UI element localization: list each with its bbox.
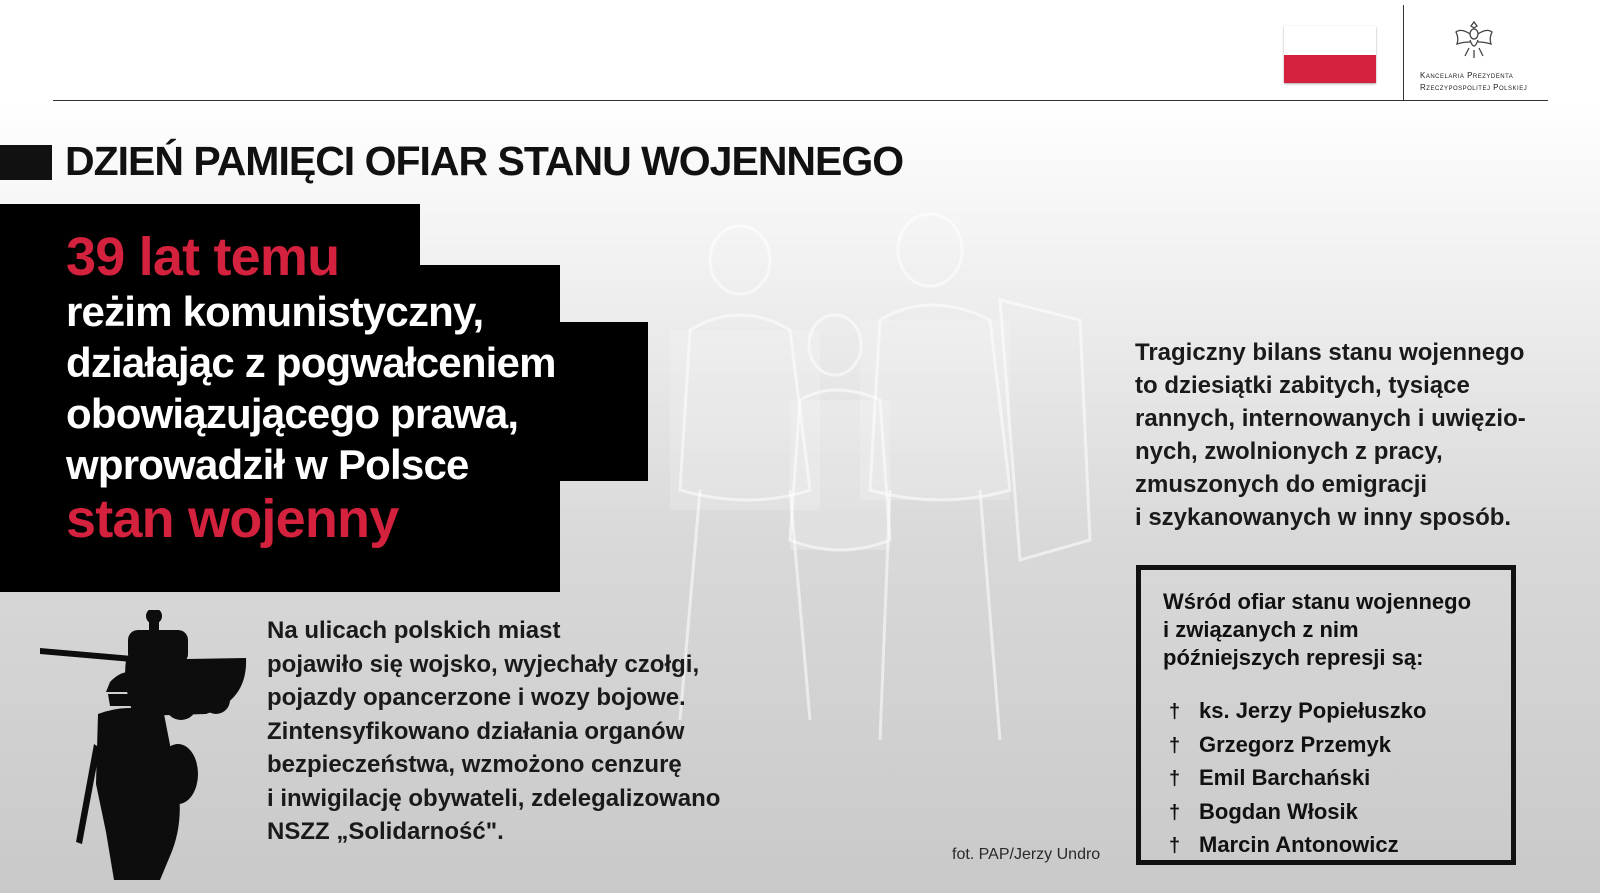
streets-paragraph — [267, 614, 767, 849]
page-title: DZIEŃ PAMIĘCI OFIAR STANU WOJENNEGO — [65, 138, 904, 184]
victims-box — [1136, 565, 1516, 865]
list-item — [1169, 762, 1426, 796]
list-item — [1169, 829, 1426, 863]
list-item — [1169, 695, 1426, 729]
streets-line-1: Na ulicach polskich miast — [267, 617, 561, 644]
streets-line-2: pojawiło się wojsko, wyjechały czołgi, — [267, 650, 700, 678]
cross-icon: † — [1169, 768, 1181, 790]
victims-heading — [1163, 588, 1471, 672]
hero-line-3: obowiązującego prawa, — [66, 390, 519, 437]
hero-line-4: wprowadził w Polsce — [66, 441, 469, 488]
victims-list — [1169, 695, 1426, 863]
victims-heading-line-3: późniejszych represji są: — [1163, 645, 1424, 670]
streets-line-3: pojazdy opancerzone i wozy bojowe. — [267, 684, 686, 711]
cross-icon: † — [1169, 835, 1181, 857]
toll-line-3: rannych, internowanych i uwięzio- — [1135, 405, 1526, 432]
victim-name: ks. Jerzy Popiełuszko — [1199, 698, 1427, 723]
hero-text — [66, 228, 556, 548]
toll-line-2: to dziesiątki zabitych, tysiące — [1135, 372, 1470, 399]
toll-line-5: zmuszonych do emigracji — [1135, 471, 1428, 498]
streets-line-4: Zintensyfikowano działania organów — [267, 717, 685, 745]
photo-credit: fot. PAP/Jerzy Undro — [952, 846, 1101, 863]
victims-heading-line-1: Wśród ofiar stanu wojennego — [1163, 589, 1472, 614]
victim-name: Bogdan Włosik — [1199, 798, 1358, 824]
victim-name: Marcin Antonowicz — [1199, 832, 1399, 857]
cross-icon: † — [1169, 801, 1181, 824]
streets-line-7: NSZZ „Solidarność". — [267, 818, 504, 845]
list-item — [1169, 796, 1426, 830]
toll-line-1: Tragiczny bilans stanu wojennego — [1135, 339, 1525, 366]
hero-line-1: reżim komunistyczny, — [66, 288, 484, 335]
victim-name: Grzegorz Przemyk — [1199, 731, 1391, 757]
toll-paragraph — [1135, 336, 1565, 534]
cross-icon: † — [1169, 701, 1181, 723]
streets-line-6: i inwigilację obywateli, zdelegalizowano — [267, 784, 721, 812]
list-item — [1169, 729, 1426, 763]
victim-name: Emil Barchański — [1199, 765, 1371, 790]
soldier-tank-silhouette-icon — [36, 610, 256, 880]
toll-line-4: nych, zwolnionych z pracy, — [1135, 438, 1443, 465]
hero-block-right — [560, 322, 648, 481]
streets-line-5: bezpieczeństwa, wzmożono cenzurę — [267, 751, 682, 778]
header-divider-line — [53, 100, 1548, 101]
hero-highlight-bottom: stan wojenny — [66, 489, 399, 549]
office-name — [1420, 70, 1550, 94]
hero-line-2: działając z pogwałceniem — [66, 339, 556, 386]
hero-highlight-top: 39 lat temu — [66, 227, 340, 287]
title-accent-bar — [0, 145, 52, 180]
office-name-line-2: Rzeczypospolitej Polskiej — [1420, 83, 1528, 92]
toll-line-6: i szykanowanych w inny sposób. — [1135, 504, 1512, 531]
polish-eagle-icon — [1453, 18, 1495, 62]
polish-flag-icon — [1284, 26, 1376, 83]
office-name-line-1: Kancelaria Prezydenta — [1420, 71, 1514, 80]
header-vertical-divider — [1403, 5, 1404, 100]
cross-icon: † — [1169, 734, 1181, 757]
victims-heading-line-2: i związanych z nim — [1163, 617, 1359, 642]
